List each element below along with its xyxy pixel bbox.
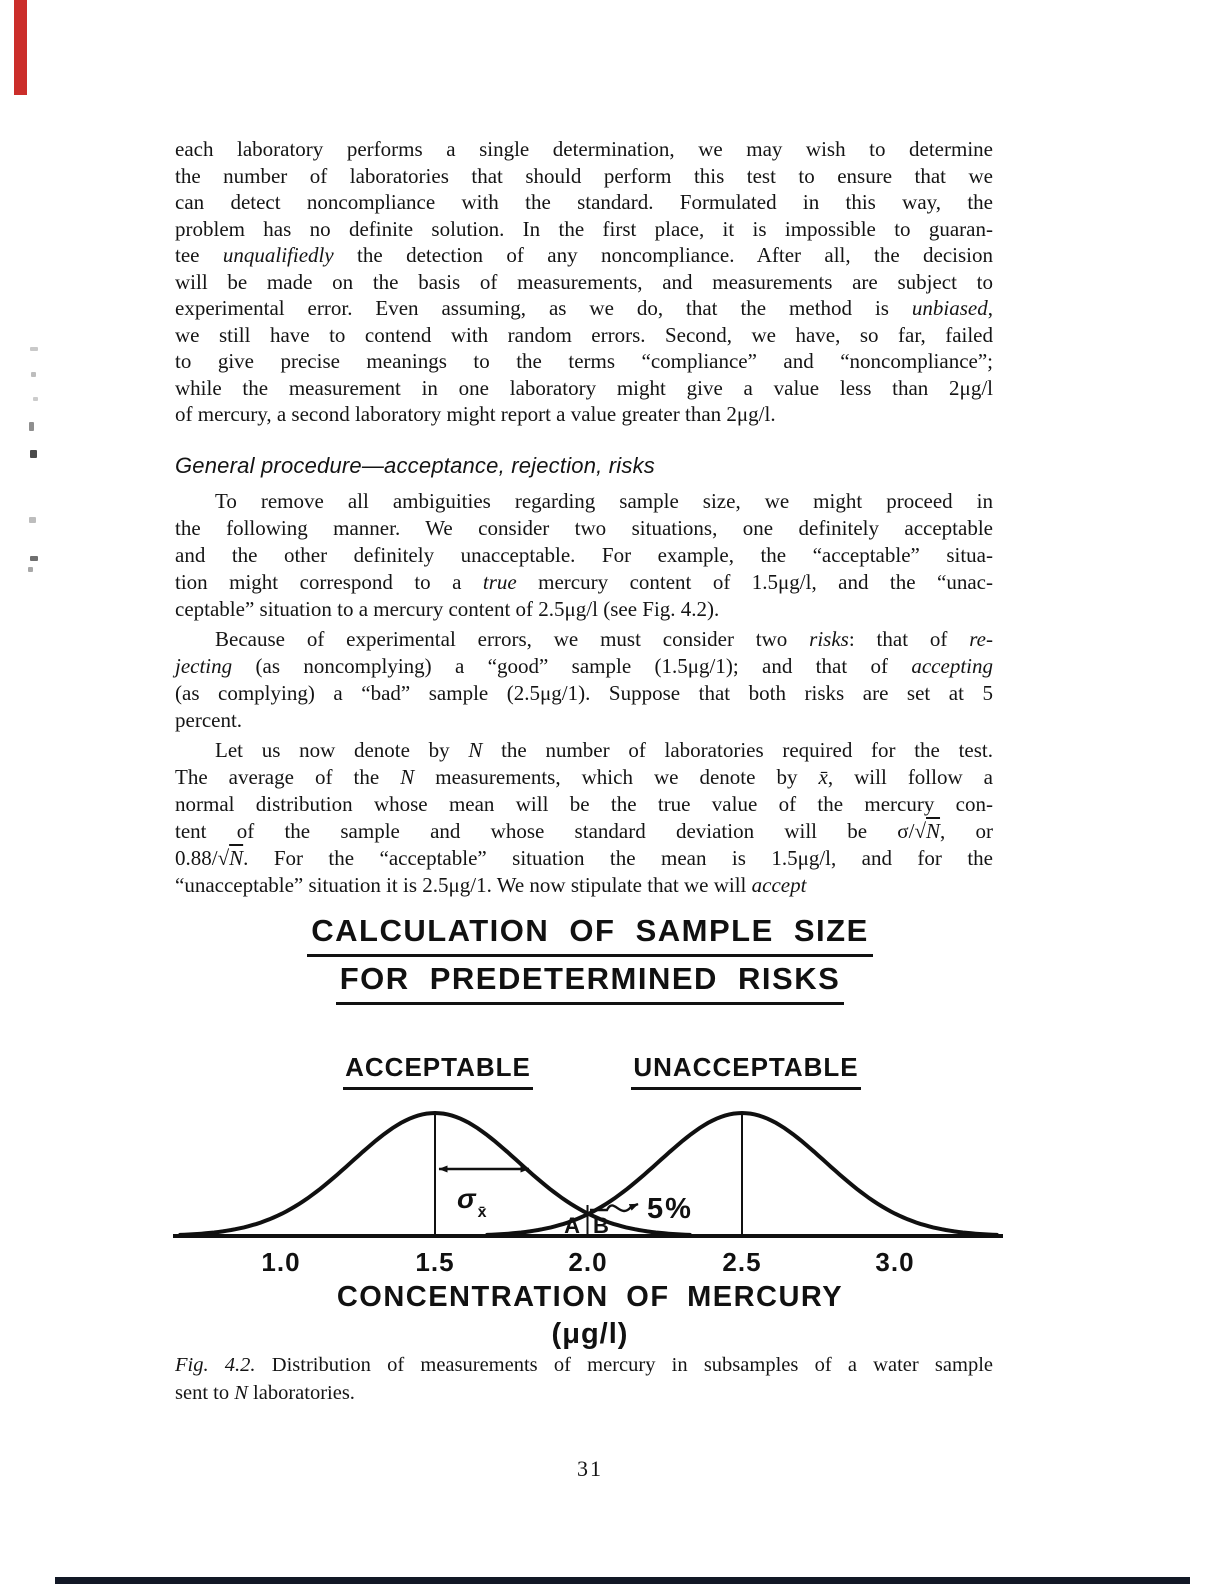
caption-line: Fig. 4.2. Distribution of measurements of mercury in subsamples of a water sample xyxy=(175,1354,993,1376)
scan-speck xyxy=(30,450,37,458)
text-line: problem has no definite solution. In the first place, it is impossible to guaran- xyxy=(175,216,993,241)
figure-4-2 xyxy=(170,905,1010,1375)
text-line: (as complying) a “bad” sample (2.5μg/1). Suppose that both risks are set at 5 xyxy=(175,680,993,705)
scan-speck xyxy=(29,422,34,431)
x-axis-unit: (μg/l) xyxy=(551,1318,629,1350)
text-line: ceptable” situation to a mercury content of 2.5μg/l (see Fig. 4.2). xyxy=(175,596,720,621)
x-tick-1-5: 1.5 xyxy=(415,1247,455,1277)
text-line: to give precise meanings to the terms “compliance” and “noncompliance”; xyxy=(175,349,993,373)
paragraph-1 xyxy=(175,136,993,428)
text-line: percent. xyxy=(175,707,243,732)
b-label: B xyxy=(593,1213,609,1238)
text-line: will be made on the basis of measurements, and measurements are subject to xyxy=(175,269,993,294)
paragraph-4 xyxy=(175,737,993,899)
x-tick-1-0: 1.0 xyxy=(261,1247,301,1277)
text-line: the following manner. We consider two situations, one definitely acceptable xyxy=(175,515,993,540)
text-line: Because of experimental errors, we must consider two risks: that of re- xyxy=(215,626,993,651)
scan-speck xyxy=(28,567,33,572)
scan-artifact-bottom-strip xyxy=(55,1577,1190,1584)
section-heading: General procedure—acceptance, rejection, risks xyxy=(175,452,655,478)
scan-artifact-red-strip xyxy=(14,0,27,95)
body-text-column xyxy=(175,136,993,899)
paragraph-2 xyxy=(175,488,993,623)
text-line: To remove all ambiguities regarding sample size, we might proceed in xyxy=(215,488,993,513)
text-line: of mercury, a second laboratory might report a value greater than 2μg/l. xyxy=(175,402,776,426)
text-line: Let us now denote by N the number of laboratories required for the test. xyxy=(215,737,994,762)
figure-title-text: FOR PREDETERMINED RISKS xyxy=(336,961,845,1005)
sigma-label: σ $_{x̄}$ xyxy=(457,1183,487,1221)
text-line: while the measurement in one laboratory might give a value less than 2μg/l xyxy=(175,375,993,400)
caption-line: sent to N laboratories. xyxy=(175,1381,355,1404)
distribution-chart xyxy=(170,1105,1010,1247)
text-line: can detect noncompliance with the standard. Formulated in this way, the xyxy=(175,190,993,214)
page-number: 31 xyxy=(577,1456,603,1481)
text-line: the number of laboratories that should perform this test to ensure that we xyxy=(175,163,993,188)
text-line: “unacceptable” situation it is 2.5μg/1. We now stipulate that we will accept xyxy=(175,872,807,897)
text-line: 0.88/√N. For the “acceptable” situation the mean is 1.5μg/l, and for the xyxy=(175,845,993,870)
x-tick-2-5: 2.5 xyxy=(722,1247,762,1277)
scan-speck xyxy=(31,372,36,377)
acceptable-label-text: ACCEPTABLE xyxy=(343,1052,533,1090)
scan-speck xyxy=(29,517,36,523)
figure-title-line-2 xyxy=(170,961,1010,1005)
text-line: experimental error. Even assuming, as we do, that the method is unbiased, xyxy=(175,296,993,320)
x-axis-title: CONCENTRATION OF MERCURY xyxy=(336,1281,844,1313)
scan-speck xyxy=(33,397,38,401)
unacceptable-label-text: UNACCEPTABLE xyxy=(631,1052,860,1090)
paragraph-3 xyxy=(175,626,993,734)
text-line: normal distribution whose mean will be the true value of the mercury con- xyxy=(175,791,993,816)
x-tick-3-0: 3.0 xyxy=(875,1247,915,1277)
figure-title-line-1 xyxy=(170,913,1010,957)
a-label: A xyxy=(564,1213,580,1238)
text-line: each laboratory performs a single determination, we may wish to determine xyxy=(175,137,993,161)
five-percent-label: 5% xyxy=(647,1193,693,1225)
scan-speck xyxy=(30,556,38,561)
x-tick-2-0: 2.0 xyxy=(568,1247,608,1277)
text-line: and the other definitely unacceptable. For example, the “acceptable” situa- xyxy=(175,542,993,567)
acceptable-label xyxy=(288,1052,588,1090)
figure-title-text: CALCULATION OF SAMPLE SIZE xyxy=(307,913,873,957)
text-line: we still have to contend with random errors. Second, we have, so far, failed xyxy=(175,322,993,347)
unacceptable-label xyxy=(596,1052,896,1090)
text-line: tent of the sample and whose standard deviation will be σ/√N, or xyxy=(175,818,994,843)
figure-caption xyxy=(175,1352,993,1407)
text-line: tion might correspond to a true mercury content of 1.5μg/l, and the “unac- xyxy=(175,569,993,594)
scan-speck xyxy=(30,347,38,351)
text-line: jecting (as noncomplying) a “good” sample (1.5μg/1); and that of accepting xyxy=(175,653,993,678)
text-line: tee unqualifiedly the detection of any noncompliance. After all, the decision xyxy=(175,243,994,267)
text-line: The average of the N measurements, which we denote by x̄, will follow a xyxy=(175,764,993,789)
